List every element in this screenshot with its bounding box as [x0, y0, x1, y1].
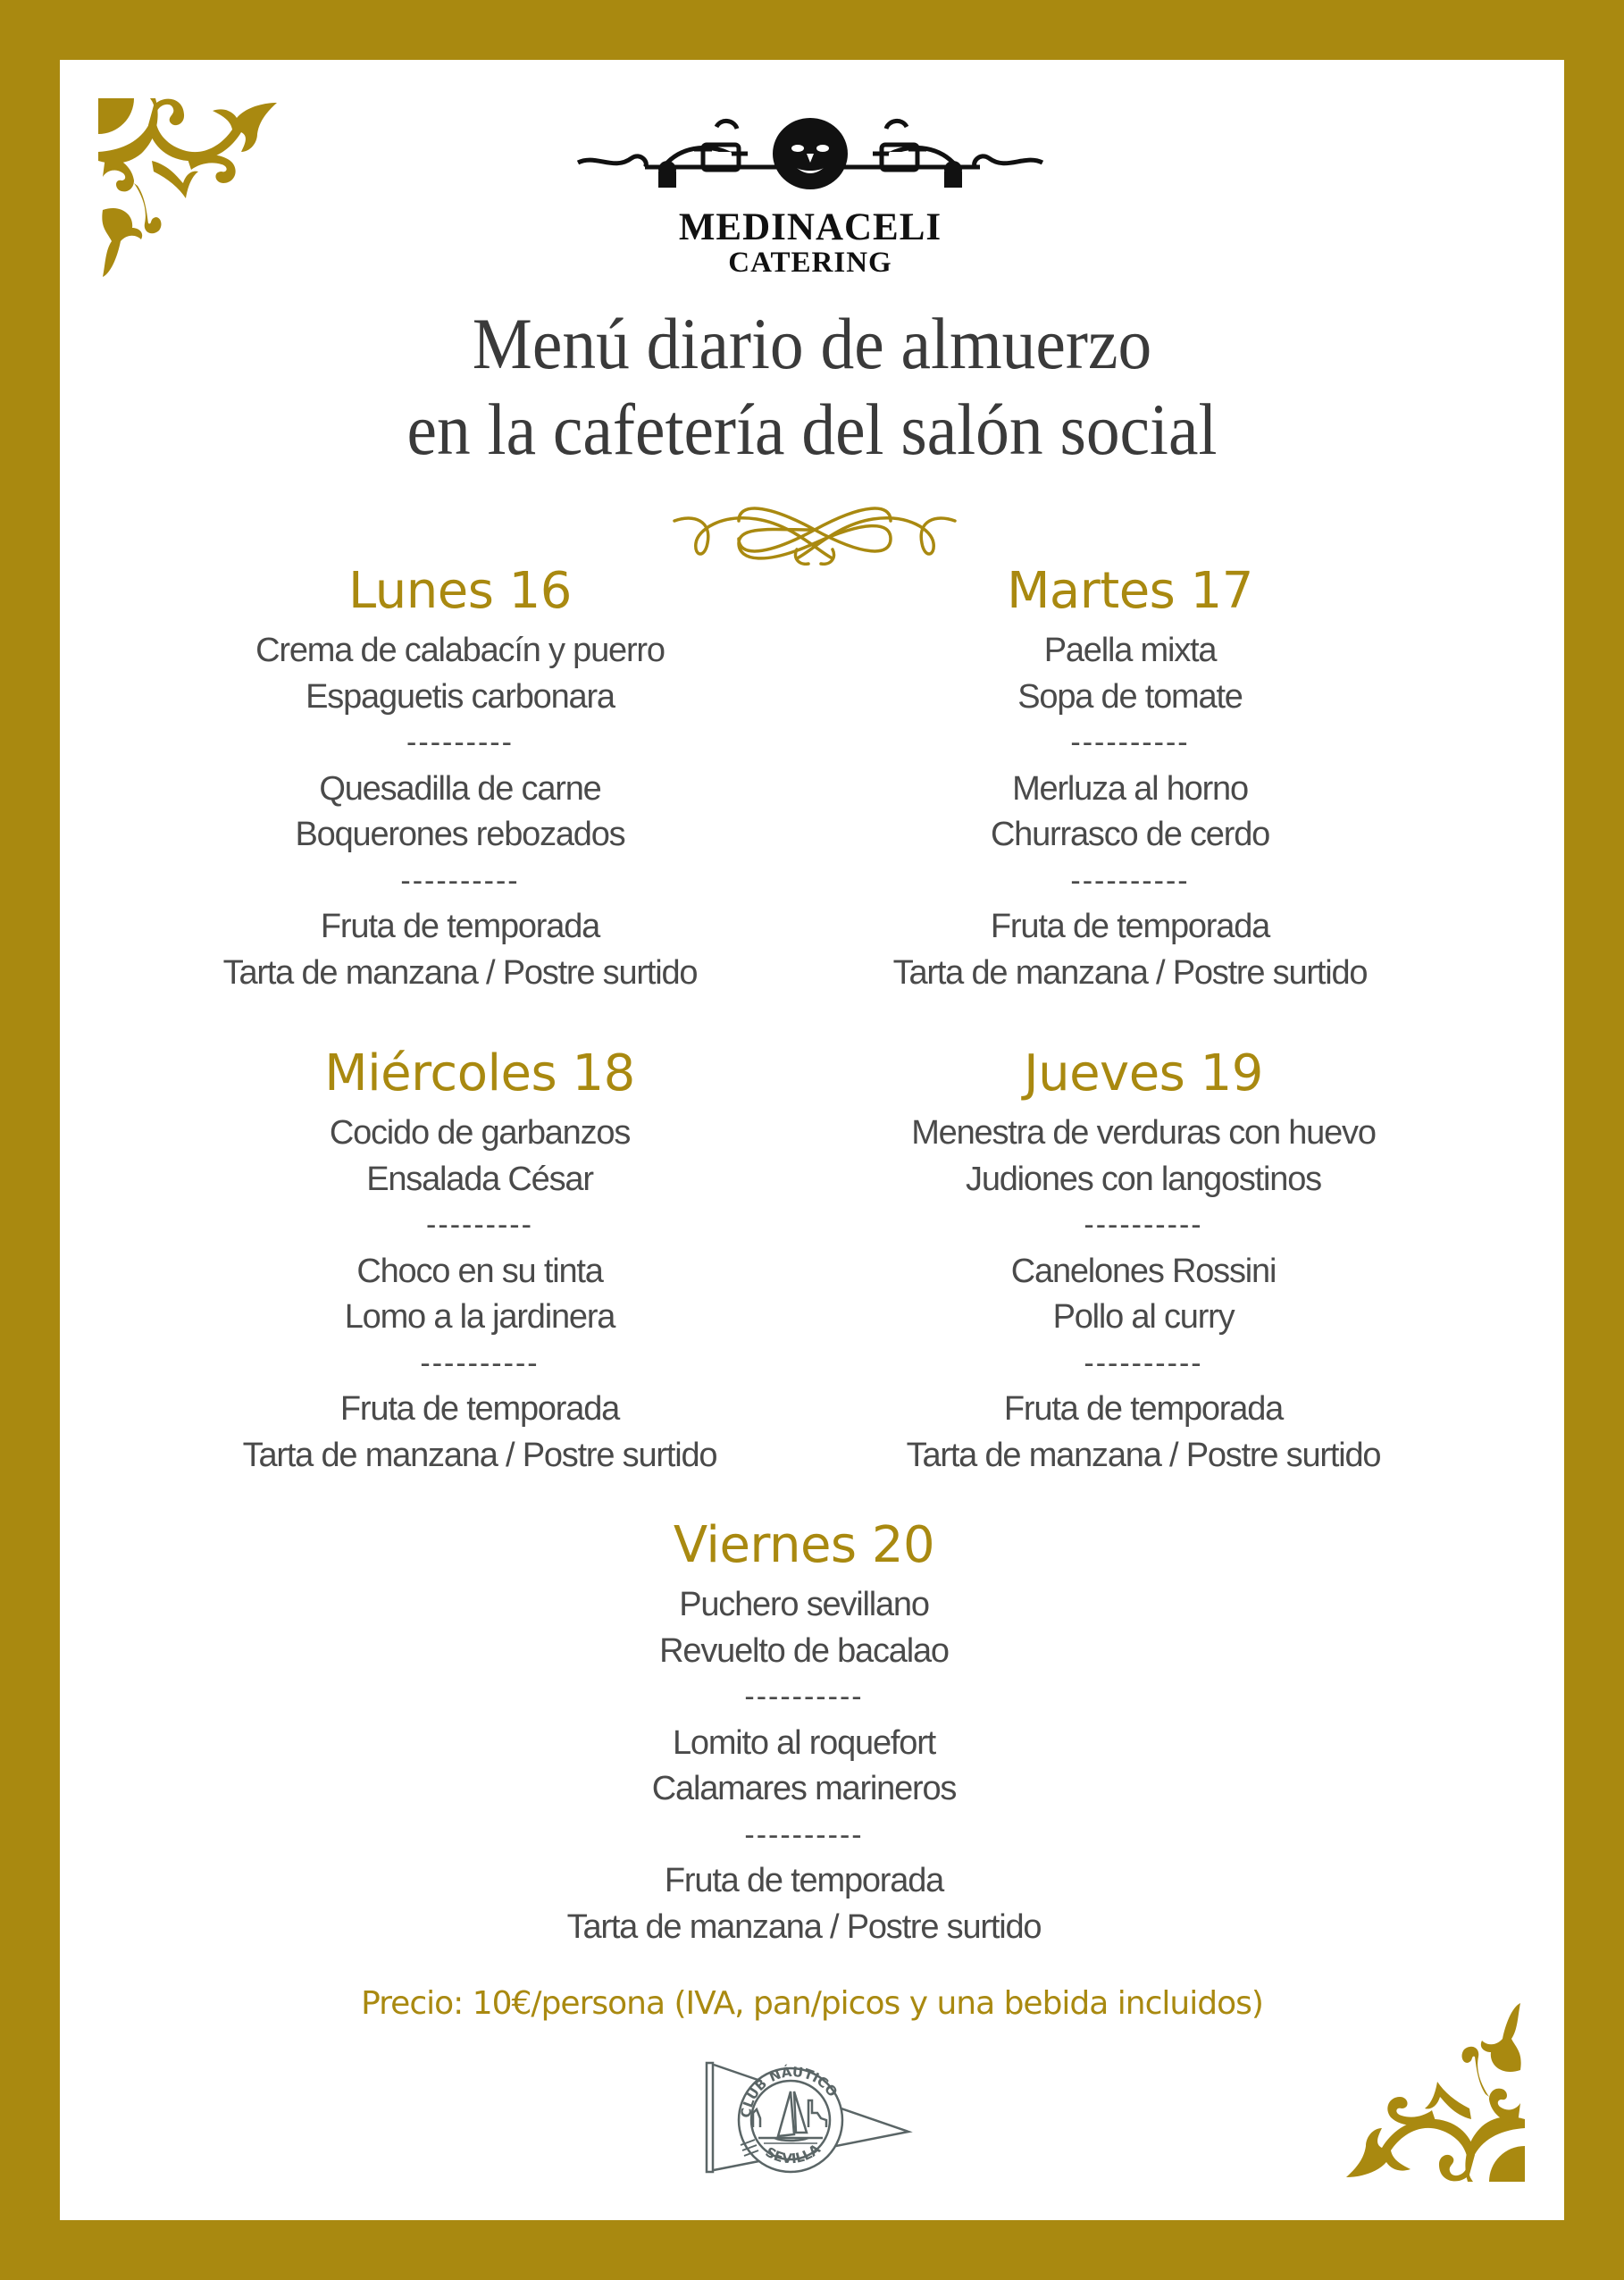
menu-item: Fruta de temporada: [990, 908, 1270, 945]
title-line-1: Menú diario de almuerzo: [472, 303, 1152, 384]
menu-item: Pollo al curry: [1052, 1298, 1235, 1336]
brand-name: MEDINACELI: [678, 206, 942, 248]
menu-item: Cocido de garbanzos: [329, 1114, 631, 1152]
course-separator: ----------: [744, 1680, 864, 1714]
course-separator: ---------: [406, 725, 514, 759]
brand-subtitle: CATERING: [728, 247, 892, 279]
title-line-2: en la cafetería del salón social: [406, 389, 1218, 470]
menu-item: Tarta de manzana / Postre surtido: [566, 1907, 1042, 1946]
menu-item: Paella mixta: [1043, 632, 1217, 669]
course-separator: ----------: [1070, 863, 1190, 898]
day-section-monday: [121, 560, 799, 996]
menu-item: Churrasco de cerdo: [990, 816, 1270, 853]
club-logo-top-text: CLUB NÁUTICO: [737, 2063, 841, 2119]
club-nautico-sevilla-logo-icon: [701, 2056, 916, 2181]
menu-item: Lomo a la jardinera: [344, 1298, 615, 1336]
menu-item: Fruta de temporada: [320, 908, 600, 945]
menu-item: Fruta de temporada: [664, 1862, 944, 1899]
brand-logo: [560, 109, 1060, 278]
menu-item: Calamares marineros: [651, 1770, 957, 1807]
menu-page: [60, 60, 1564, 2220]
menu-item: Revuelto de bacalao: [659, 1631, 949, 1670]
course-separator: ----------: [400, 863, 520, 898]
menu-item: Boquerones rebozados: [295, 816, 625, 853]
corner-ornament-top-left-icon: [98, 98, 286, 286]
menu-item: Menestra de verduras con huevo: [911, 1114, 1376, 1152]
day-section-tuesday: [791, 560, 1469, 996]
day-section-thursday: [804, 1043, 1483, 1479]
day-heading: Lunes 16: [348, 562, 572, 620]
baroque-crest-icon: [560, 109, 1060, 198]
course-separator: ----------: [420, 1345, 540, 1380]
day-heading: Viernes 20: [673, 1516, 935, 1574]
menu-item: Judiones con langostinos: [966, 1160, 1321, 1198]
club-logo-bottom-text: SEVILLA: [762, 2141, 824, 2167]
menu-item: Quesadilla de carne: [319, 769, 601, 808]
menu-item: Tarta de manzana / Postre surtido: [892, 953, 1368, 992]
menu-item: Choco en su tinta: [356, 1252, 603, 1290]
page-title: [60, 301, 1564, 473]
menu-item: Tarta de manzana / Postre surtido: [242, 1436, 717, 1474]
menu-item: Tarta de manzana / Postre surtido: [906, 1436, 1381, 1474]
menu-item: Fruta de temporada: [1003, 1390, 1284, 1428]
course-separator: ---------: [426, 1208, 533, 1242]
day-heading: Miércoles 18: [324, 1044, 635, 1102]
menu-item: Fruta de temporada: [339, 1390, 620, 1428]
menu-item: Canelones Rossini: [1010, 1252, 1277, 1290]
menu-item: Lomito al roquefort: [672, 1723, 936, 1762]
menu-item: Tarta de manzana / Postre surtido: [222, 953, 698, 992]
course-separator: ----------: [1084, 1208, 1203, 1242]
price-text: Precio: 10€/persona (IVA, pan/picos y una bebida incluidos): [361, 1985, 1263, 2022]
day-section-wednesday: [140, 1043, 819, 1479]
day-heading: Jueves 19: [1024, 1044, 1263, 1102]
menu-item: Ensalada César: [366, 1160, 593, 1198]
day-section-friday: [465, 1514, 1143, 1950]
corner-ornament-bottom-right-icon: [1337, 1994, 1525, 2182]
flourish-divider-icon: [667, 494, 962, 566]
menu-item: Sopa de tomate: [1017, 677, 1243, 716]
course-separator: ----------: [1070, 725, 1190, 759]
course-separator: ----------: [744, 1817, 864, 1852]
menu-item: Crema de calabacín y puerro: [255, 632, 665, 669]
day-heading: Martes 17: [1007, 562, 1253, 620]
course-separator: ----------: [1084, 1345, 1203, 1380]
menu-item: Espaguetis carbonara: [306, 677, 615, 716]
menu-item: Puchero sevillano: [679, 1586, 929, 1623]
menu-item: Merluza al horno: [1012, 769, 1248, 808]
